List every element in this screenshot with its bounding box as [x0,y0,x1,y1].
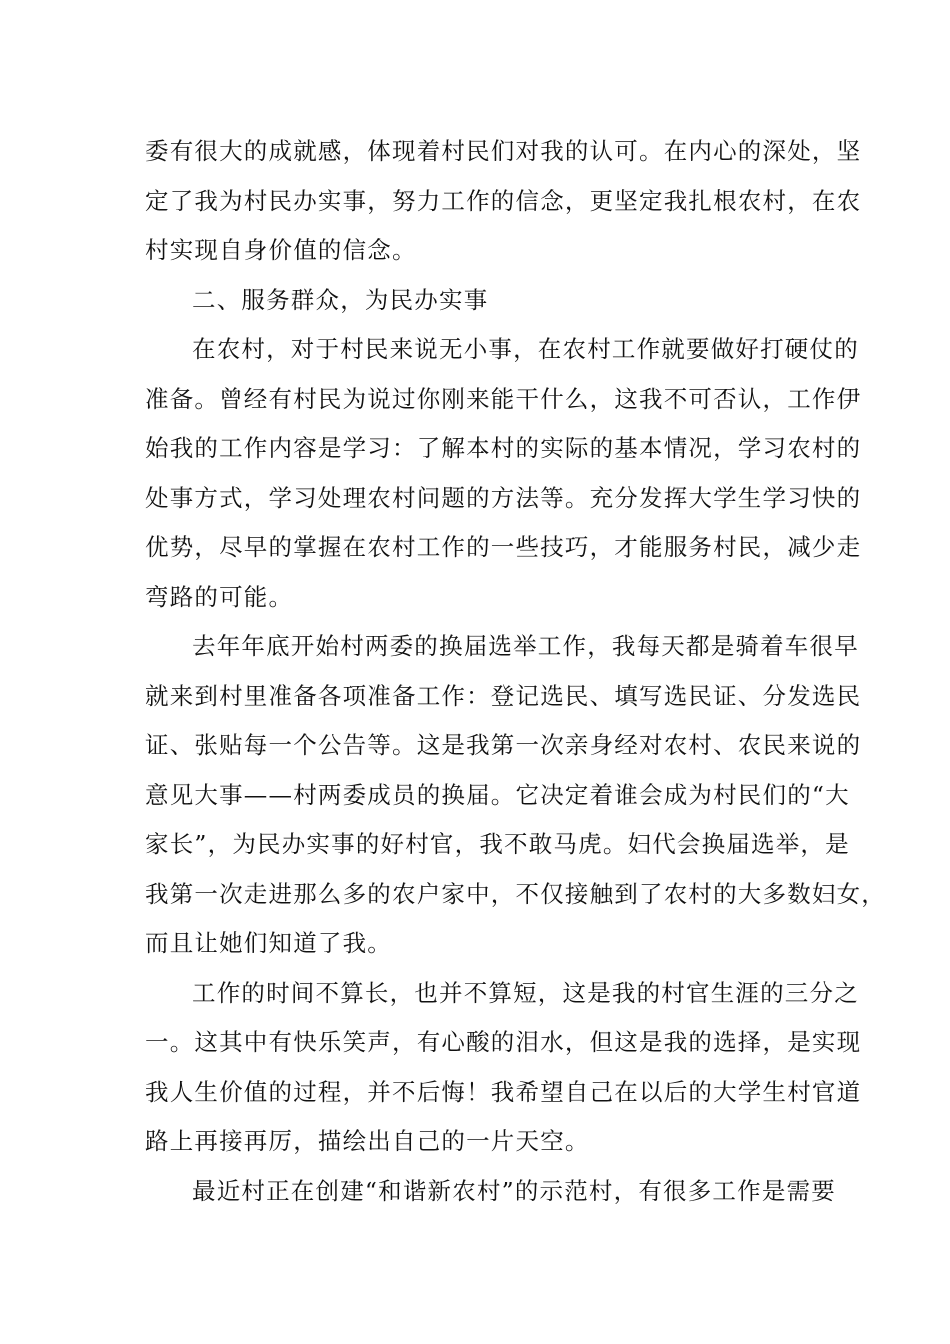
text-line: 准备。曾经有村民为说过你刚来能干什么，这我不可否认，工作伊 [145,384,862,413]
text-line: 村实现自身价值的信念。 [145,236,417,264]
text-line: 我人生价值的过程，并不后悔！我希望自己在以后的大学生村官道 [145,1077,862,1106]
text-line: 在农村，对于村民来说无小事，在农村工作就要做好打硬仗的 [192,335,859,363]
text-line: 去年年底开始村两委的换届选举工作，我每天都是骑着车很早 [192,632,859,660]
text-line: 我第一次走进那么多的农户家中，不仅接触到了农村的大多数妇女， [145,879,886,908]
text-line: 家长”，为民办实事的好村官，我不敢马虎。妇代会换届选举，是 [145,830,850,858]
text-line: 一。这其中有快乐笑声，有心酸的泪水，但这是我的选择，是实现 [145,1028,862,1056]
text-line: 弯路的可能。 [145,582,294,611]
text-line: 始我的工作内容是学习：了解本村的实际的基本情况，学习农村的 [145,434,862,462]
text-line: 路上再接再厉，描绘出自己的一片天空。 [145,1127,590,1155]
text-line: 意见大事——村两委成员的换届。它决定着谁会成为村民们的“大 [145,780,850,809]
text-line: 定了我为村民办实事，努力工作的信念，更坚定我扎根农村，在农 [145,186,862,215]
text-line: 工作的时间不算长，也并不算短，这是我的村官生涯的三分之 [192,978,859,1007]
text-line: 就来到村里准备各项准备工作：登记选民、填写选民证、分发选民 [145,681,862,710]
text-line: 委有很大的成就感，体现着村民们对我的认可。在内心的深处，坚 [145,137,862,165]
section-heading: 二、服务群众，为民办实事 [192,285,489,314]
text-line: 最近村正在创建“和谐新农村”的示范村，有很多工作是需要 [192,1176,836,1205]
text-line: 处事方式，学习处理农村问题的方法等。充分发挥大学生学习快的 [145,483,862,512]
document-body [145,127,886,1216]
text-line: 证、张贴每一个公告等。这是我第一次亲身经对农村、农民来说的 [145,731,862,759]
text-line: 优势，尽早的掌握在农村工作的一些技巧，才能服务村民，减少走 [145,533,862,561]
text-line: 而且让她们知道了我。 [145,929,392,957]
